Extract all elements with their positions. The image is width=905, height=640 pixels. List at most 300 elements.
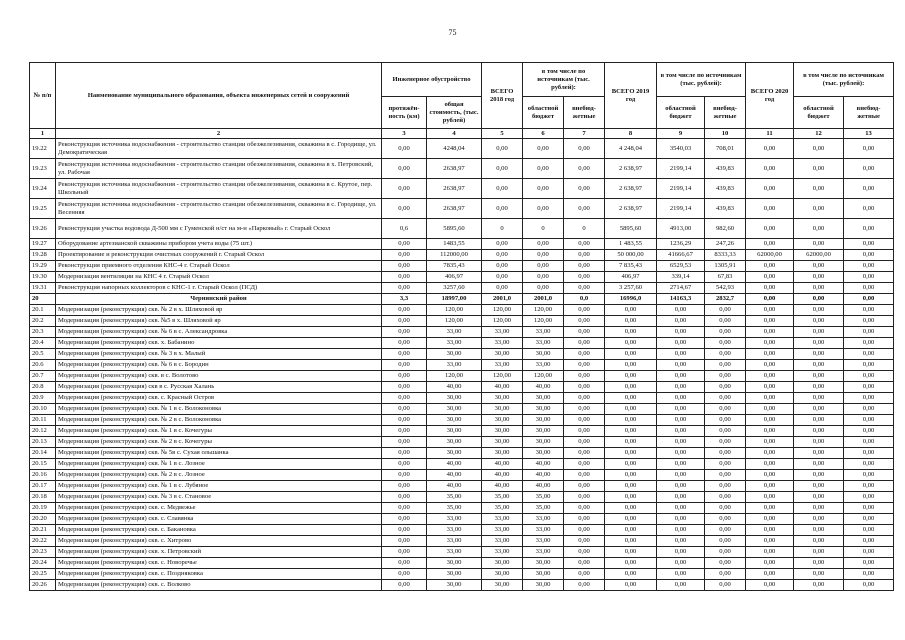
value-cell: 0,00	[564, 239, 605, 250]
value-cell: 0,00	[794, 283, 844, 294]
table-row	[30, 371, 894, 382]
object-name: Модернизация (реконструкция) скв. с. Медвежье	[56, 503, 382, 514]
value-cell: 0,00	[657, 437, 705, 448]
value-cell: 708,01	[705, 139, 746, 159]
value-cell: 0,00	[794, 503, 844, 514]
value-cell: 3,3	[382, 294, 427, 305]
value-cell: 0,00	[794, 525, 844, 536]
object-name: Модернизация (реконструкция) скв. № 2 в с. Кочегуры	[56, 437, 382, 448]
object-name: Модернизация (реконструкция) скв. № 1 в с. Кочегуры	[56, 426, 382, 437]
value-cell: 0,00	[382, 503, 427, 514]
value-cell: 30,00	[523, 426, 564, 437]
value-cell: 0,00	[746, 437, 794, 448]
value-cell: 35,00	[427, 492, 482, 503]
object-name: Оборудование артезианской скважины прибором учета воды (75 шт.)	[56, 239, 382, 250]
object-name: Проектирование и реконструкция очистных сооружений г. Старый Оскол	[56, 250, 382, 261]
value-cell: 0,00	[746, 272, 794, 283]
row-index: 20.23	[30, 547, 56, 558]
value-cell: 0,00	[746, 448, 794, 459]
value-cell: 3 257,60	[605, 283, 657, 294]
value-cell: 0,00	[564, 159, 605, 179]
value-cell: 0,00	[382, 327, 427, 338]
table-row	[30, 316, 894, 327]
value-cell: 0,00	[564, 503, 605, 514]
object-name: Реконструкция источника водоснабжения - строительство станции обезжелезивания, скважина в с. Городище, ул. Демократическая	[56, 139, 382, 159]
value-cell: 0,00	[794, 448, 844, 459]
value-cell: 439,83	[705, 159, 746, 179]
value-cell: 0,00	[382, 569, 427, 580]
table-row	[30, 261, 894, 272]
value-cell: 0,00	[746, 514, 794, 525]
value-cell: 0,00	[705, 404, 746, 415]
value-cell: 1 483,55	[605, 239, 657, 250]
object-name: Модернизация (реконструкция) скв. № 2 в с. Лозное	[56, 470, 382, 481]
value-cell: 30,00	[482, 426, 523, 437]
value-cell: 33,00	[427, 360, 482, 371]
value-cell: 0,00	[746, 294, 794, 305]
value-cell: 0,00	[382, 514, 427, 525]
value-cell: 0,00	[382, 492, 427, 503]
value-cell: 40,00	[523, 382, 564, 393]
value-cell: 0,00	[482, 139, 523, 159]
section-row	[30, 294, 894, 305]
row-index: 19.22	[30, 139, 56, 159]
value-cell: 0,00	[657, 382, 705, 393]
value-cell: 0,00	[746, 199, 794, 219]
value-cell: 30,00	[482, 404, 523, 415]
value-cell: 0,00	[605, 382, 657, 393]
value-cell: 30,00	[482, 393, 523, 404]
value-cell: 0,00	[564, 470, 605, 481]
value-cell: 5895,60	[605, 219, 657, 239]
table-row	[30, 558, 894, 569]
value-cell: 14163,3	[657, 294, 705, 305]
row-index: 20.5	[30, 349, 56, 360]
value-cell: 0,00	[844, 327, 894, 338]
table-row	[30, 514, 894, 525]
object-name: Модернизация (реконструкция) скв. № 2 в х. Шляховой яр	[56, 305, 382, 316]
value-cell: 0,00	[746, 261, 794, 272]
value-cell: 0,00	[746, 360, 794, 371]
value-cell: 30,00	[523, 415, 564, 426]
value-cell: 30,00	[427, 437, 482, 448]
value-cell: 0,00	[844, 250, 894, 261]
table-row	[30, 139, 894, 159]
value-cell: 3257,60	[427, 283, 482, 294]
value-cell: 0	[523, 219, 564, 239]
value-cell: 40,00	[427, 481, 482, 492]
table-row	[30, 437, 894, 448]
value-cell: 30,00	[482, 558, 523, 569]
value-cell: 0,00	[705, 470, 746, 481]
value-cell: 6529,53	[657, 261, 705, 272]
value-cell: 33,00	[523, 360, 564, 371]
value-cell: 0,00	[564, 514, 605, 525]
value-cell: 0,00	[844, 492, 894, 503]
value-cell: 0,00	[382, 448, 427, 459]
value-cell: 30,00	[427, 349, 482, 360]
column-number: 2	[56, 129, 382, 139]
value-cell: 0,00	[746, 404, 794, 415]
table-row	[30, 327, 894, 338]
table-row	[30, 349, 894, 360]
value-cell: 0,00	[794, 547, 844, 558]
value-cell: 0,00	[657, 580, 705, 591]
header-total-2019: ВСЕГО 2019 год	[605, 63, 657, 129]
value-cell: 0,00	[382, 360, 427, 371]
value-cell: 0,00	[844, 525, 894, 536]
value-cell: 0,00	[746, 338, 794, 349]
row-index: 20.8	[30, 382, 56, 393]
value-cell: 1236,29	[657, 239, 705, 250]
value-cell: 0,00	[564, 199, 605, 219]
value-cell: 30,00	[482, 448, 523, 459]
row-index: 20.16	[30, 470, 56, 481]
value-cell: 0,00	[605, 305, 657, 316]
value-cell: 35,00	[482, 492, 523, 503]
value-cell: 5895,60	[427, 219, 482, 239]
value-cell: 0,00	[794, 558, 844, 569]
value-cell: 2199,14	[657, 179, 705, 199]
value-cell: 0,00	[794, 404, 844, 415]
value-cell: 0,00	[746, 569, 794, 580]
header-total-cost: общая стоимость, (тыс. рублей)	[427, 97, 482, 129]
value-cell: 0,00	[564, 437, 605, 448]
value-cell: 0,00	[564, 261, 605, 272]
value-cell: 0,00	[794, 393, 844, 404]
value-cell: 30,00	[523, 349, 564, 360]
header-extra-2018: внебюд-жетные	[564, 97, 605, 129]
value-cell: 2 638,97	[605, 179, 657, 199]
value-cell: 4 248,04	[605, 139, 657, 159]
row-index: 20.21	[30, 525, 56, 536]
value-cell: 62000,00	[794, 250, 844, 261]
value-cell: 0,00	[657, 316, 705, 327]
value-cell: 120,00	[523, 371, 564, 382]
column-number: 11	[746, 129, 794, 139]
value-cell: 0,00	[382, 199, 427, 219]
table-row	[30, 338, 894, 349]
value-cell: 247,26	[705, 239, 746, 250]
value-cell: 0,00	[382, 393, 427, 404]
value-cell: 30,00	[523, 580, 564, 591]
value-cell: 0,00	[705, 514, 746, 525]
object-name: Модернизация (реконструкция) скв. № 6 в с. Бородин	[56, 360, 382, 371]
header-length: протяжён-ность (км)	[382, 97, 427, 129]
value-cell: 0,00	[382, 139, 427, 159]
value-cell: 0,00	[605, 569, 657, 580]
object-name: Модернизация (реконструкция) скв. х. Петровский	[56, 547, 382, 558]
value-cell: 0,00	[657, 426, 705, 437]
value-cell: 33,00	[427, 536, 482, 547]
value-cell: 0,00	[844, 536, 894, 547]
value-cell: 0,00	[382, 283, 427, 294]
value-cell: 0,00	[746, 382, 794, 393]
value-cell: 0,00	[382, 426, 427, 437]
value-cell: 0,00	[657, 459, 705, 470]
value-cell: 0,00	[705, 525, 746, 536]
value-cell: 33,00	[482, 525, 523, 536]
row-index: 20.22	[30, 536, 56, 547]
value-cell: 0,00	[794, 338, 844, 349]
value-cell: 0,00	[564, 179, 605, 199]
value-cell: 0,00	[564, 139, 605, 159]
value-cell: 0,00	[844, 219, 894, 239]
value-cell: 0,00	[844, 404, 894, 415]
value-cell: 0,00	[482, 159, 523, 179]
value-cell: 0,00	[382, 338, 427, 349]
value-cell: 7835,43	[427, 261, 482, 272]
row-index: 20.19	[30, 503, 56, 514]
row-index: 20.26	[30, 580, 56, 591]
value-cell: 33,00	[427, 514, 482, 525]
value-cell: 0,00	[705, 481, 746, 492]
object-name: Реконструкция источника водоснабжения - строительство станции обезжелезивания, скважина в с. Городище, ул. Весенняя	[56, 199, 382, 219]
value-cell: 0,00	[794, 239, 844, 250]
value-cell: 0,00	[705, 305, 746, 316]
value-cell: 2638,97	[427, 179, 482, 199]
value-cell: 0,00	[705, 327, 746, 338]
value-cell: 33,00	[523, 525, 564, 536]
value-cell: 0,00	[657, 338, 705, 349]
value-cell: 0,00	[482, 250, 523, 261]
investment-table	[29, 62, 894, 591]
value-cell: 0,00	[657, 404, 705, 415]
value-cell: 0,00	[844, 580, 894, 591]
header-object-name: Наименование муниципального образования, объекта инженерных сетей и сооружений	[56, 63, 382, 129]
value-cell: 0,00	[564, 338, 605, 349]
value-cell: 0,00	[705, 558, 746, 569]
value-cell: 0,00	[746, 547, 794, 558]
value-cell: 33,00	[482, 536, 523, 547]
value-cell: 0,00	[382, 481, 427, 492]
value-cell: 0,00	[844, 382, 894, 393]
value-cell: 0,00	[523, 272, 564, 283]
value-cell: 0,00	[657, 415, 705, 426]
value-cell: 0,00	[746, 283, 794, 294]
value-cell: 0,00	[564, 448, 605, 459]
value-cell: 0,00	[705, 415, 746, 426]
value-cell: 0,00	[794, 219, 844, 239]
value-cell: 40,00	[482, 470, 523, 481]
value-cell: 0,00	[523, 179, 564, 199]
table-row	[30, 481, 894, 492]
value-cell: 30,00	[523, 404, 564, 415]
value-cell: 0,00	[844, 261, 894, 272]
value-cell: 0,00	[523, 199, 564, 219]
value-cell: 0,00	[605, 481, 657, 492]
value-cell: 0,00	[746, 503, 794, 514]
value-cell: 30,00	[482, 415, 523, 426]
row-index: 20.17	[30, 481, 56, 492]
value-cell: 0,00	[794, 360, 844, 371]
value-cell: 0,00	[844, 459, 894, 470]
value-cell: 0,00	[564, 536, 605, 547]
value-cell: 0,00	[746, 393, 794, 404]
value-cell: 0,00	[844, 437, 894, 448]
value-cell: 0,00	[382, 159, 427, 179]
value-cell: 0,00	[794, 349, 844, 360]
value-cell: 33,00	[427, 547, 482, 558]
row-index: 20	[30, 294, 56, 305]
value-cell: 0	[482, 219, 523, 239]
value-cell: 406,97	[427, 272, 482, 283]
value-cell: 0,00	[605, 360, 657, 371]
value-cell: 0,00	[746, 525, 794, 536]
table-row	[30, 547, 894, 558]
value-cell: 0,00	[382, 371, 427, 382]
column-number: 4	[427, 129, 482, 139]
value-cell: 0,00	[705, 371, 746, 382]
header-infrastructure-group: Инженерное обустройство	[382, 63, 482, 97]
value-cell: 0,00	[794, 459, 844, 470]
object-name: Модернизация (реконструкция) скв. № 3 в х. Малый	[56, 349, 382, 360]
value-cell: 0,00	[705, 426, 746, 437]
value-cell: 0,00	[746, 492, 794, 503]
value-cell: 0,00	[794, 199, 844, 219]
value-cell: 0,00	[844, 393, 894, 404]
row-index: 20.3	[30, 327, 56, 338]
value-cell: 0,00	[794, 437, 844, 448]
value-cell: 0,00	[794, 371, 844, 382]
value-cell: 0,00	[564, 580, 605, 591]
value-cell: 1305,91	[705, 261, 746, 272]
header-sources-2019: в том числе по источникам (тыс. рублей):	[657, 63, 746, 97]
value-cell: 120,00	[482, 305, 523, 316]
row-index: 20.4	[30, 338, 56, 349]
value-cell: 0,00	[605, 404, 657, 415]
value-cell: 0,00	[844, 199, 894, 219]
value-cell: 0,00	[794, 179, 844, 199]
value-cell: 0,00	[382, 179, 427, 199]
table-row	[30, 393, 894, 404]
row-index: 20.9	[30, 393, 56, 404]
value-cell: 0,00	[605, 580, 657, 591]
value-cell: 40,00	[482, 459, 523, 470]
value-cell: 0,00	[844, 159, 894, 179]
header-sources-2018: в том числе по источникам (тыс. рублей):	[523, 63, 605, 97]
object-name: Модернизация вентиляции на КНС 4 г. Старый Оскол	[56, 272, 382, 283]
value-cell: 2638,97	[427, 199, 482, 219]
value-cell: 30,00	[523, 393, 564, 404]
value-cell: 0,00	[746, 426, 794, 437]
value-cell: 0,00	[382, 536, 427, 547]
value-cell: 0,00	[657, 481, 705, 492]
object-name: Модернизация (реконструкция) скв. в с. Волотово	[56, 371, 382, 382]
value-cell: 120,00	[427, 316, 482, 327]
value-cell: 33,00	[523, 338, 564, 349]
value-cell: 0,00	[844, 305, 894, 316]
value-cell: 0,00	[794, 481, 844, 492]
value-cell: 0,00	[564, 349, 605, 360]
row-index: 19.25	[30, 199, 56, 219]
value-cell: 0,00	[657, 536, 705, 547]
value-cell: 0,00	[657, 349, 705, 360]
value-cell: 0,00	[705, 492, 746, 503]
value-cell: 30,00	[482, 349, 523, 360]
value-cell: 0,00	[705, 547, 746, 558]
value-cell: 0,00	[794, 415, 844, 426]
value-cell: 30,00	[523, 448, 564, 459]
value-cell: 35,00	[523, 503, 564, 514]
value-cell: 0,00	[564, 327, 605, 338]
table-row	[30, 305, 894, 316]
value-cell: 0,00	[746, 558, 794, 569]
value-cell: 0,00	[382, 316, 427, 327]
row-index: 20.13	[30, 437, 56, 448]
object-name: Модернизация (реконструкция) скв. №5 в х. Шляховой яр	[56, 316, 382, 327]
table-row	[30, 250, 894, 261]
row-index: 19.26	[30, 219, 56, 239]
value-cell: 0,00	[844, 415, 894, 426]
row-index: 19.27	[30, 239, 56, 250]
object-name: Модернизация (реконструкция) скв. с. Волково	[56, 580, 382, 591]
value-cell: 0,00	[705, 459, 746, 470]
header-regional-2020: областной бюджет	[794, 97, 844, 129]
value-cell: 0,00	[657, 525, 705, 536]
object-name: Модернизация (реконструкция) скв. № 1 в с. Лозное	[56, 459, 382, 470]
value-cell: 0,00	[794, 470, 844, 481]
value-cell: 0,00	[746, 316, 794, 327]
column-number: 9	[657, 129, 705, 139]
table-row	[30, 525, 894, 536]
value-cell: 0,00	[794, 426, 844, 437]
row-index: 19.30	[30, 272, 56, 283]
value-cell: 0,00	[523, 139, 564, 159]
value-cell: 0,00	[605, 371, 657, 382]
value-cell: 0,00	[482, 179, 523, 199]
value-cell: 0,00	[605, 514, 657, 525]
value-cell: 0,00	[657, 569, 705, 580]
value-cell: 120,00	[427, 305, 482, 316]
header-total-2018: ВСЕГО 2018 год	[482, 63, 523, 129]
value-cell: 0,00	[605, 437, 657, 448]
object-name: Модернизация (реконструкция) скв. № 6 в с. Александровка	[56, 327, 382, 338]
value-cell: 0,00	[564, 459, 605, 470]
value-cell: 0,00	[844, 272, 894, 283]
value-cell: 33,00	[427, 338, 482, 349]
object-name: Модернизация (реконструкция) скв. с. Красный Остров	[56, 393, 382, 404]
value-cell: 30,00	[482, 580, 523, 591]
value-cell: 0,00	[794, 382, 844, 393]
table-row	[30, 360, 894, 371]
value-cell: 35,00	[427, 503, 482, 514]
value-cell: 0,00	[705, 437, 746, 448]
value-cell: 2638,97	[427, 159, 482, 179]
value-cell: 0,00	[844, 283, 894, 294]
value-cell: 0,00	[746, 470, 794, 481]
value-cell: 0,00	[382, 415, 427, 426]
value-cell: 0,00	[746, 349, 794, 360]
value-cell: 0,00	[382, 404, 427, 415]
value-cell: 30,00	[427, 569, 482, 580]
value-cell: 0,00	[705, 360, 746, 371]
row-index: 20.14	[30, 448, 56, 459]
table-row	[30, 159, 894, 179]
value-cell: 0,00	[794, 261, 844, 272]
value-cell: 0,00	[382, 261, 427, 272]
object-name: Модернизация (реконструкция) скв. № 5в с. Сухая ольшанка	[56, 448, 382, 459]
value-cell: 0,00	[844, 139, 894, 159]
value-cell: 0,00	[657, 558, 705, 569]
table-header	[30, 63, 894, 139]
object-name: Модернизация (реконструкция) скв. № 1 в с. Волоконовка	[56, 404, 382, 415]
value-cell: 0,00	[482, 239, 523, 250]
value-cell: 0,00	[705, 536, 746, 547]
value-cell: 0,00	[482, 199, 523, 219]
value-cell: 0,00	[564, 426, 605, 437]
header-index: № п/п	[30, 63, 56, 129]
